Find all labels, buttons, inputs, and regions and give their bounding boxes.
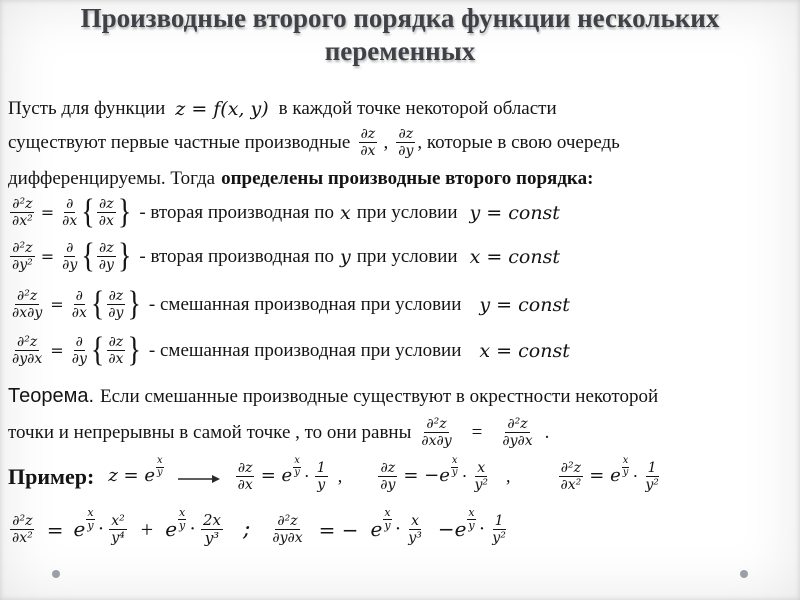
theorem-equals: = (471, 421, 483, 443)
left-brace: { (81, 236, 95, 276)
left-brace: { (90, 284, 105, 324)
example-dz-dy-rhs: = −e x y (403, 455, 458, 487)
definition-operator: $\frac{\partial}{\partial y}$ (71, 334, 87, 368)
result-mixed-term-2-exp: −e x y (437, 506, 475, 542)
definition-inner: $\frac{\partial z}{\partial y}$ (108, 288, 124, 322)
example-dz-dy-factor: $\frac{x}{\text{y²}}$ (474, 460, 489, 494)
example-dz-dx-rhs: = e x y (260, 455, 300, 487)
example-d2z-dx2: $\frac{\text{∂²z}}{\text{∂x²}}$ (560, 460, 582, 494)
right-brace: } (127, 330, 141, 370)
intro-text-2b: , которые в свою очередь (417, 131, 620, 153)
definition-desc-b: при условии (356, 245, 458, 267)
intro-bold: определены производные второго порядка: (221, 168, 594, 189)
definition-desc: - вторая производная по (139, 201, 334, 223)
slide-dot-right (740, 570, 748, 578)
definition-inner: $\frac{\partial z}{\partial y}$ (98, 240, 114, 274)
theorem-period: . (544, 421, 550, 443)
definition-operator: $\frac{\partial}{\partial y}$ (62, 240, 78, 274)
example-d2z-dx2-rhs: = e x y (589, 455, 629, 487)
result-term-2-factor: $\frac{2x}{\text{y³}}$ (202, 511, 221, 548)
example-dz-dx: $\frac{\partial z}{\partial x}$ (237, 460, 253, 494)
example-line-1: Пример : z = e x y $\frac{\partial z}{\partial x}$ = e x y · $\frac{1}{y}$ , $\frac{\partial z}{\partial y}$ = −e x y · $\frac{x}{\text{y²}}$ , $\frac{\text{∂²z}}{\text{∂x²}}$ = e x y · $\frac{1}{\text{y²}}$ (8, 455, 659, 494)
theorem-line-2 (8, 416, 549, 449)
theorem-line-1 (8, 385, 658, 408)
definition-operator: $\frac{\partial}{\partial x}$ (62, 196, 78, 230)
slide-dot-left (52, 570, 60, 578)
definition-desc: - смешанная производная при условии (148, 339, 462, 361)
definition-desc: - вторая производная по (139, 245, 335, 267)
definition-operator: $\frac{\partial}{\partial x}$ (71, 288, 87, 322)
theorem-mixed-xy: $\frac{\text{∂²z}}{\partial x\partial y}$ (421, 416, 452, 450)
right-brace: } (127, 284, 141, 324)
function-formula: z = f(x, y) (175, 98, 269, 120)
result-mixed-term-1-factor: $\frac{x}{\text{y³}}$ (408, 513, 422, 547)
intro-text-2a: существуют первые частные производные (8, 131, 351, 153)
result-mixed-term-2-factor: $\frac{1}{\text{y²}}$ (492, 513, 506, 547)
arrow-icon (176, 470, 222, 484)
definition-row (8, 192, 560, 232)
intro-comma: , (383, 131, 389, 153)
definition-equals: = (50, 341, 64, 361)
result-mixed-term-1-exp: e x y (370, 506, 391, 542)
theorem-mixed-yx: $\frac{\text{∂²z}}{\partial y\partial x}$ (502, 416, 533, 450)
example-function: z = e x y (108, 455, 163, 487)
intro-text-1a: Пусть для функции (8, 98, 166, 119)
definition-condition: x = const (469, 245, 560, 268)
definition-inner: $\frac{\partial z}{\partial x}$ (98, 196, 114, 230)
example-dz-dx-factor: $\frac{1}{y}$ (316, 460, 326, 494)
definition-row (8, 284, 570, 324)
intro-text-1b: в каждой точке некоторой области (278, 98, 557, 119)
theorem-text-1: Если смешанные производные существуют в окрестности некоторой (100, 385, 659, 407)
definition-inner: $\frac{\partial z}{\partial x}$ (108, 334, 124, 368)
definition-equals: = (40, 203, 55, 223)
definition-equals: = (50, 295, 64, 315)
intro-line-3 (8, 168, 593, 190)
theorem-label: Теорема. (8, 385, 95, 407)
definition-lhs: $\frac{\text{∂²z}}{\text{∂y²}}$ (12, 240, 33, 274)
definition-lhs: $\frac{\text{∂²z}}{\partial x\partial y}$ (12, 288, 43, 322)
intro-text-3a: дифференцируемы. Тогда (8, 168, 216, 189)
result-term-1-exp: e x y (73, 506, 94, 542)
intro-line-2 (8, 126, 620, 159)
definition-condition: x = const (479, 339, 570, 362)
definition-var: x (339, 201, 351, 224)
definition-equals: = (40, 247, 55, 267)
definition-lhs: $\frac{\text{∂²z}}{\text{∂x²}}$ (12, 196, 33, 230)
definition-row (8, 330, 570, 370)
semicolon: ; (242, 517, 251, 543)
example-colon: : (87, 463, 95, 489)
definition-lhs: $\frac{\text{∂²z}}{\partial y\partial x}$ (12, 334, 43, 368)
definition-row (8, 236, 560, 276)
example-d2z-dx2-factor: $\frac{1}{\text{y²}}$ (645, 460, 659, 494)
slide-title (0, 2, 800, 68)
title-line-1: Производные второго порядка функции нескольких (80, 3, 720, 33)
title-line-2: переменных (324, 36, 476, 66)
example-dz-dy: $\frac{\partial z}{\partial y}$ (380, 460, 396, 494)
theorem-text-2: точки и непрерывны в самой точке , то они равны (8, 421, 412, 443)
example-label: Пример (8, 463, 88, 489)
definition-condition: y = const (469, 201, 560, 224)
result-d2z-dydx: $\frac{\text{∂²z}}{\partial y\partial x}$ (272, 513, 303, 547)
definition-condition: y = const (479, 293, 570, 316)
definition-desc-b: при условии (356, 201, 458, 223)
result-term-1-factor: $\frac{\text{x²}}{\text{y⁴}}$ (111, 513, 125, 547)
right-brace: } (117, 236, 132, 276)
left-brace: { (81, 192, 95, 232)
intro-line-1 (8, 98, 557, 120)
right-brace: } (117, 192, 132, 232)
definition-var: y (340, 245, 351, 268)
result-d2z-dx2: $\frac{\text{∂²z}}{\text{∂x²}}$ (12, 513, 33, 547)
example-line-2: $\frac{\text{∂²z}}{\text{∂x²}}$ = e x y · $\frac{\text{x²}}{\text{y⁴}}$ + e x y · $\frac{2x}{\text{y³}}$ ; $\frac{\text{∂²z}}{\partial y\partial x}$ = − e x y · $\frac{x}{\text{y³}}$ −e x y · $\frac{1}{\text{y²}}$ (12, 506, 506, 548)
left-brace: { (90, 330, 105, 370)
first-partial-x: $\frac{\partial z}{\partial x}$ (360, 126, 376, 160)
first-partial-y: $\frac{\partial z}{\partial y}$ (398, 126, 414, 160)
result-term-2-exp: e x y (165, 506, 186, 542)
definition-desc: - смешанная производная при условии (148, 293, 462, 315)
